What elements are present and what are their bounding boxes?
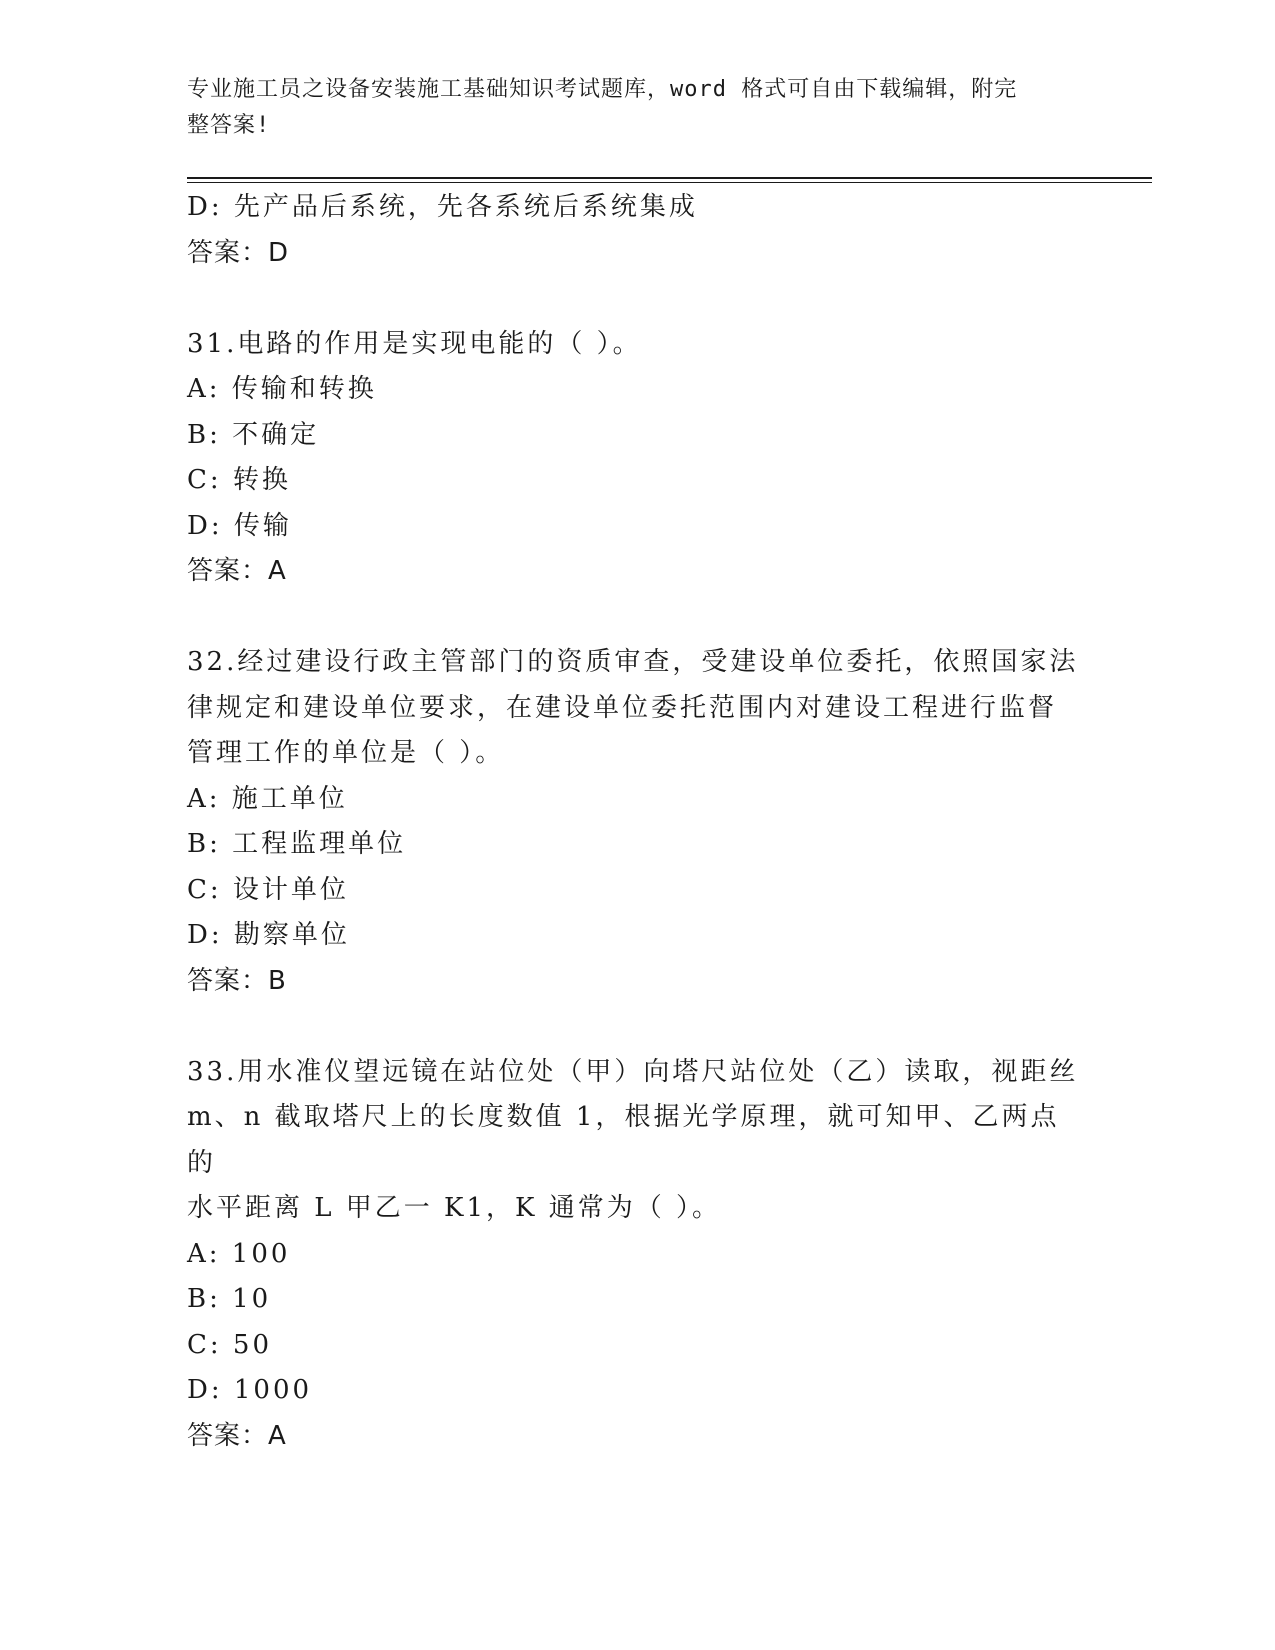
question-32	[187, 640, 1087, 1004]
option-a: A: 传输和转换	[187, 374, 377, 404]
spacer	[187, 276, 1087, 322]
question-stem: 32.经过建设行政主管部门的资质审查，受建设单位委托，依照国家法	[187, 647, 1079, 677]
answer-value: A	[268, 556, 287, 586]
document-header	[187, 72, 1067, 144]
answer-line	[187, 959, 1087, 1005]
answer-line	[187, 549, 1087, 595]
header-divider	[187, 177, 1152, 179]
option-c: C: 设计单位	[187, 874, 349, 905]
answer-line	[187, 231, 1087, 277]
answer-label: 答案：	[187, 965, 269, 996]
answer-label: 答案：	[187, 1420, 269, 1451]
header-line: 整答案!	[187, 113, 271, 138]
question-33	[187, 1050, 1087, 1460]
question-stem: 管理工作的单位是（ ）。	[187, 738, 505, 768]
option-b: B: 工程监理单位	[187, 829, 407, 859]
header-line: 专业施工员之设备安装施工基础知识考试题库，word 格式可自由下载编辑，附完	[187, 77, 1018, 102]
answer-value: D	[268, 237, 290, 268]
answer-value: A	[268, 1420, 287, 1451]
answer-value: B	[268, 965, 287, 996]
question-stem: 律规定和建设单位要求，在建设单位委托范围内对建设工程进行监督	[187, 692, 1058, 723]
spacer	[187, 1004, 1087, 1050]
answer-line	[187, 1414, 1087, 1460]
question-stem: 33.用水准仪望远镜在站位处（甲）向塔尺站位处（乙）读取，视距丝	[187, 1056, 1079, 1087]
question-stem: 水平距离 L 甲乙一 K1，K 通常为（ ）。	[187, 1193, 721, 1223]
answer-label: 答案：	[187, 237, 269, 268]
question-stem: 31.电路的作用是实现电能的（ ）。	[187, 328, 642, 359]
option-d: D: 1000	[187, 1375, 313, 1405]
question-stem: m、n 截取塔尺上的长度数值 1，根据光学原理，就可知甲、乙两点的	[187, 1102, 1060, 1178]
option-d: D: 先产品后系统，先各系统后系统集成	[187, 192, 698, 222]
option-d: D: 传输	[187, 510, 292, 541]
question-list	[187, 185, 1087, 1459]
option-a: A: 施工单位	[187, 783, 348, 814]
question-31	[187, 322, 1087, 595]
header-divider-thin	[187, 182, 1152, 183]
option-c: C: 转换	[187, 465, 291, 495]
option-b: B: 10	[187, 1284, 272, 1314]
option-c: C: 50	[187, 1329, 273, 1360]
spacer	[187, 595, 1087, 641]
option-d: D: 勘察单位	[187, 920, 350, 950]
option-a: A: 100	[187, 1238, 291, 1269]
answer-label: 答案：	[187, 556, 269, 586]
option-b: B: 不确定	[187, 419, 320, 450]
